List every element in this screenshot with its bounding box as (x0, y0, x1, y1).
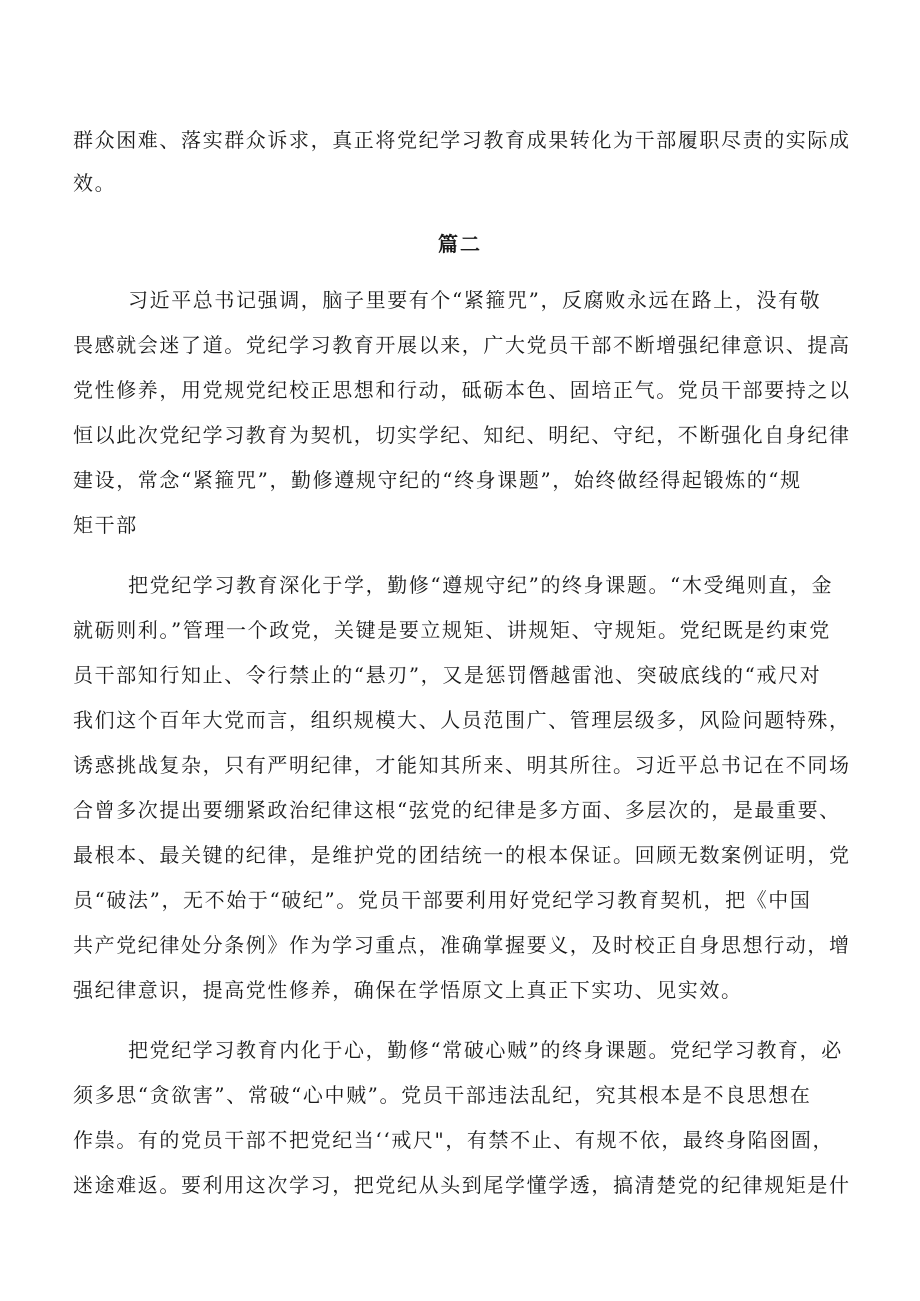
text-line: 习近平总书记强调，脑子里要有个“紧箍咒”，反腐败永远在路上，没有敬 (128, 288, 822, 312)
text-line: 诱惑挑战复杂，只有严明纪律，才能知其所来、明其所往。习近平总书记在不同场 (73, 753, 851, 777)
text-line: 员干部知行知止、令行禁止的“悬刃”，又是惩罚僭越雷池、突破底线的“戒尺对 (73, 663, 822, 687)
text-line: 效。 (73, 171, 117, 195)
text-line: 把党纪学习教育内化于心，勤修“常破心贼”的终身课题。党纪学习教育，必 (128, 1038, 843, 1062)
text-line: 最根本、最关键的纪律，是维护党的团结统一的根本保证。回顾无数案例证明，党 (73, 843, 851, 867)
text-line: 矩干部 (73, 513, 138, 537)
text-line: 迷途难返。要利用这次学习，把党纪从头到尾学懂学透，搞清楚党的纪律规矩是什 (73, 1173, 851, 1197)
text-line: 须多思“贪欲害”、常破“心中贼”。党员干部违法乱纪，究其根本是不良思想在 (73, 1083, 812, 1107)
text-line: 合曾多次提出要绷紧政治纪律这根“弦党的纪律是多方面、多层次的，是最重要、 (73, 798, 841, 822)
text-line: 共产党纪律处分条例》作为学习重点，准确掌握要义，及时校正自身思想行动，增 (73, 933, 851, 957)
text-line: 畏感就会迷了道。党纪学习教育开展以来，广大党员干部不断增强纪律意识、提高 (73, 333, 851, 357)
text-line: 我们这个百年大党而言，组织规模大、人员范围广、管理层级多，风险问题特殊， (73, 708, 851, 732)
text-line: 建设，常念“紧箍咒”，勤修遵规守纪的“终身课题”，始终做经得起锻炼的“规 (73, 468, 802, 492)
text-line: 恒以此次党纪学习教育为契机，切实学纪、知纪、明纪、守纪，不断强化自身纪律 (73, 423, 851, 447)
text-line: 员“破法”，无不始于“破纪”。党员干部要利用好党纪学习教育契机，把《中国 (73, 888, 812, 912)
text-line: 把党纪学习教育深化于学，勤修“遵规守纪”的终身课题。“木受绳则直，金 (128, 573, 834, 597)
text-line: 党性修养，用党规党纪校正思想和行动，砥砺本色、固培正气。党员干部要持之以 (73, 378, 851, 402)
text-line: 群众困难、落实群众诉求，真正将党纪学习教育成果转化为干部履职尽责的实际成 (73, 128, 851, 152)
text-line: 就砺则利。”管理一个政党，关键是要立规矩、讲规矩、守规矩。党纪既是约束党 (73, 618, 831, 642)
text-line: 作祟。有的党员干部不把党纪当‘‘戒尺"，有禁不止、有规不依，最终身陷囹圄， (73, 1128, 835, 1152)
section-heading: 篇二 (438, 232, 482, 256)
text-line: 强纪律意识，提高党性修养，确保在学悟原文上真正下实功、见实效。 (73, 978, 743, 1002)
